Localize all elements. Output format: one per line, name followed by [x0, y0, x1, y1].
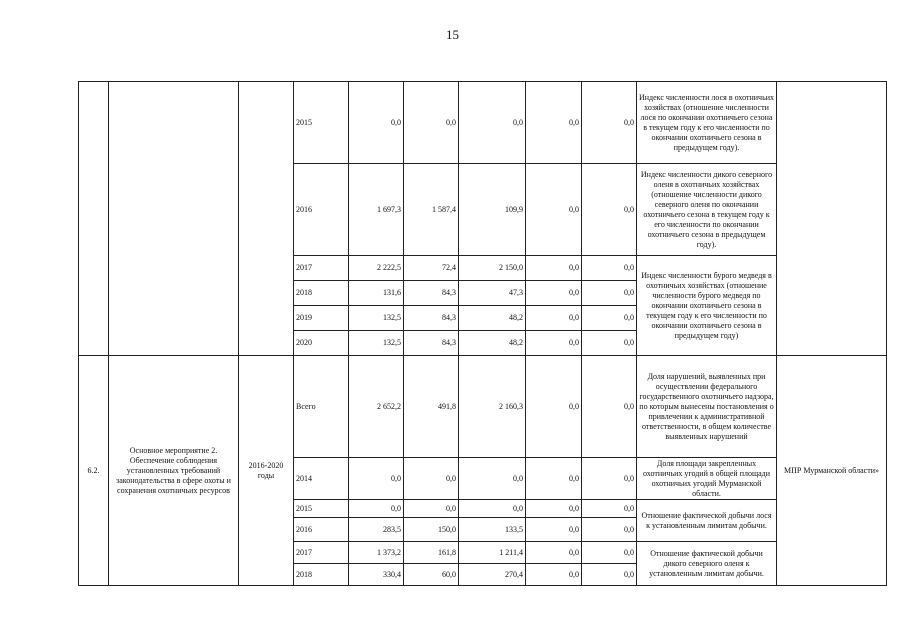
year-cell: 2015 [294, 500, 349, 518]
amount-cell: 0,0 [459, 500, 526, 518]
amount-cell: 0,0 [582, 256, 637, 281]
amount-cell: 47,3 [459, 281, 526, 306]
amount-cell: 0,0 [526, 82, 582, 164]
amount-cell: 0,0 [526, 564, 582, 586]
year-cell: 2018 [294, 564, 349, 586]
amount-cell: 1 587,4 [404, 164, 459, 256]
period-cell [239, 82, 294, 356]
indicator-cell: Индекс численности бурого медведя в охотничьих хозяйствах (отношение численности бурого медведя по окончании охотничьего сезона в текущем году к его численности по окончании охотничьего сезона в предыдущем году) [637, 256, 777, 356]
indicator-cell: Доля площади закрепленных охотничьих угодий в общей площади охотничьих угодий Мурманской области. [637, 458, 777, 500]
amount-cell: 0,0 [526, 500, 582, 518]
amount-cell: 0,0 [582, 82, 637, 164]
year-cell: 2017 [294, 542, 349, 564]
amount-cell: 0,0 [526, 306, 582, 331]
amount-cell: 0,0 [526, 164, 582, 256]
amount-cell: 84,3 [404, 331, 459, 356]
year-cell: 2020 [294, 331, 349, 356]
total-cell: 0,0 [349, 500, 404, 518]
amount-cell: 161,8 [404, 542, 459, 564]
amount-cell: 0,0 [582, 518, 637, 542]
activity-period: 2016-2020 годы [239, 356, 294, 586]
amount-cell: 0,0 [582, 564, 637, 586]
total-cell: 1 697,3 [349, 164, 404, 256]
total-cell: 0,0 [349, 458, 404, 500]
indicator-cell: Отношение фактической добычи лося к установленным лимитам добычи. [637, 500, 777, 542]
table-row [79, 82, 887, 164]
amount-cell: 109,9 [459, 164, 526, 256]
amount-cell: 0,0 [582, 306, 637, 331]
year-cell: 2016 [294, 164, 349, 256]
year-cell: 2019 [294, 306, 349, 331]
amount-cell: 0,0 [582, 281, 637, 306]
item-number: 6.2. [79, 356, 109, 586]
amount-cell: 1 211,4 [459, 542, 526, 564]
name-cell [109, 82, 239, 356]
amount-cell: 84,3 [404, 281, 459, 306]
amount-cell: 0,0 [526, 331, 582, 356]
total-cell: 2 652,2 [349, 356, 404, 458]
number-cell [79, 82, 109, 356]
page-number: 15 [446, 27, 459, 42]
amount-cell: 270,4 [459, 564, 526, 586]
year-cell: 2014 [294, 458, 349, 500]
amount-cell: 491,8 [404, 356, 459, 458]
amount-cell: 0,0 [459, 458, 526, 500]
indicator-cell: Отношение фактической добычи дикого северного оленя к установленным лимитам добычи. [637, 542, 777, 586]
total-cell: 283,5 [349, 518, 404, 542]
amount-cell: 150,0 [404, 518, 459, 542]
amount-cell: 48,2 [459, 306, 526, 331]
year-cell: Всего [294, 356, 349, 458]
total-cell: 131,6 [349, 281, 404, 306]
amount-cell: 0,0 [404, 82, 459, 164]
activity-name: Основное мероприятие 2. Обеспечение соблюдения установленных требований законодательства в сфере охоты и сохранения охотничьих ресурсов [109, 356, 239, 586]
year-cell: 2017 [294, 256, 349, 281]
amount-cell: 0,0 [459, 82, 526, 164]
indicator-cell: Доля нарушений, выявленных при осуществлении федерального государственного охотничьего надзора, по которым вынесены постановления о привлечении к административной ответственности, в общем количестве выявленных нарушений [637, 356, 777, 458]
indicator-cell: Индекс численности дикого северного оленя в охотничьих хозяйствах (отношение численности дикого северного оленя по окончании охотничьего сезона в текущем году к его численности по окончании охотничьего сезона в предыдущем году). [637, 164, 777, 256]
amount-cell: 0,0 [582, 356, 637, 458]
executor-cell: МПР Мурманской области» [777, 356, 887, 586]
year-cell: 2018 [294, 281, 349, 306]
amount-cell: 0,0 [404, 500, 459, 518]
amount-cell: 60,0 [404, 564, 459, 586]
amount-cell: 2 160,3 [459, 356, 526, 458]
year-cell: 2016 [294, 518, 349, 542]
amount-cell: 0,0 [526, 356, 582, 458]
amount-cell: 0,0 [526, 518, 582, 542]
amount-cell: 72,4 [404, 256, 459, 281]
amount-cell: 84,3 [404, 306, 459, 331]
amount-cell: 0,0 [582, 500, 637, 518]
year-cell: 2015 [294, 82, 349, 164]
program-table [78, 81, 887, 586]
amount-cell: 0,0 [582, 331, 637, 356]
amount-cell: 0,0 [404, 458, 459, 500]
total-cell: 132,5 [349, 331, 404, 356]
total-cell: 1 373,2 [349, 542, 404, 564]
amount-cell: 2 150,0 [459, 256, 526, 281]
executor-cell [777, 82, 887, 356]
indicator-cell: Индекс численности лося в охотничьих хозяйствах (отношение численности лося по окончании охотничьего сезона в текущем году к его численности по окончании охотничьего сезона в предыдущем году). [637, 82, 777, 164]
amount-cell: 0,0 [582, 542, 637, 564]
amount-cell: 0,0 [526, 256, 582, 281]
amount-cell: 0,0 [582, 458, 637, 500]
table-row [79, 356, 887, 458]
amount-cell: 48,2 [459, 331, 526, 356]
amount-cell: 133,5 [459, 518, 526, 542]
total-cell: 330,4 [349, 564, 404, 586]
amount-cell: 0,0 [582, 164, 637, 256]
total-cell: 132,5 [349, 306, 404, 331]
amount-cell: 0,0 [526, 458, 582, 500]
amount-cell: 0,0 [526, 281, 582, 306]
total-cell: 0,0 [349, 82, 404, 164]
amount-cell: 0,0 [526, 542, 582, 564]
total-cell: 2 222,5 [349, 256, 404, 281]
